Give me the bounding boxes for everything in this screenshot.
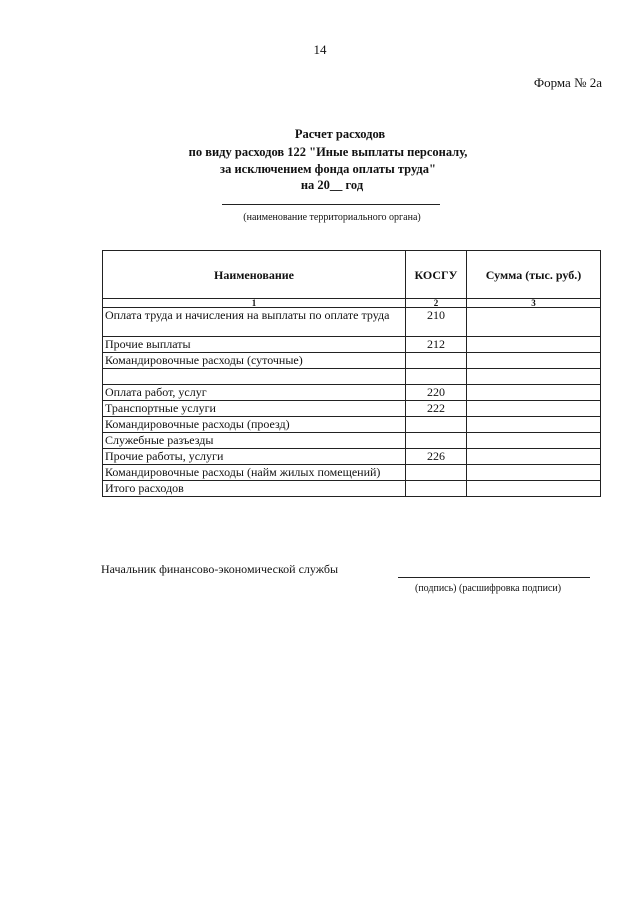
row-name xyxy=(103,369,406,385)
row-name: Командировочные расходы (проезд) xyxy=(103,417,406,433)
row-name: Оплата труда и начисления на выплаты по оплате труда xyxy=(103,308,406,337)
row-kosgu xyxy=(406,465,467,481)
org-name-caption: (наименование территориального органа) xyxy=(243,212,421,223)
table-header-row xyxy=(103,251,601,299)
table-row xyxy=(103,385,601,401)
row-sum[interactable] xyxy=(467,465,601,481)
column-number: 3 xyxy=(467,299,601,308)
document-title-line-2: по виду расходов 122 "Иные выплаты персоналу, xyxy=(188,145,468,159)
page-number: 14 xyxy=(313,42,327,57)
row-kosgu xyxy=(406,481,467,497)
row-kosgu: 212 xyxy=(406,337,467,353)
row-kosgu: 210 xyxy=(406,308,467,337)
table-row xyxy=(103,353,601,369)
row-sum[interactable] xyxy=(467,337,601,353)
table-row xyxy=(103,337,601,353)
table-row xyxy=(103,417,601,433)
row-name: Прочие выплаты xyxy=(103,337,406,353)
org-name-underline xyxy=(222,204,440,205)
row-kosgu xyxy=(406,353,467,369)
row-name: Прочие работы, услуги xyxy=(103,449,406,465)
signature-label: Начальник финансово-экономической службы xyxy=(101,562,339,576)
row-kosgu: 220 xyxy=(406,385,467,401)
row-sum[interactable] xyxy=(467,385,601,401)
row-sum[interactable] xyxy=(467,481,601,497)
table-row xyxy=(103,449,601,465)
document-title-line-3: за исключением фонда оплаты труда" xyxy=(220,162,436,176)
row-name: Итого расходов xyxy=(103,481,406,497)
form-number: Форма № 2а xyxy=(533,75,602,90)
table-row xyxy=(103,401,601,417)
row-sum[interactable] xyxy=(467,433,601,449)
row-name: Служебные разъезды xyxy=(103,433,406,449)
signature-line[interactable] xyxy=(398,577,590,578)
table-row xyxy=(103,369,601,385)
expense-table xyxy=(102,250,601,497)
row-sum[interactable] xyxy=(467,308,601,337)
column-header-name: Наименование xyxy=(103,251,406,299)
row-name: Транспортные услуги xyxy=(103,401,406,417)
row-name: Командировочные расходы (суточные) xyxy=(103,353,406,369)
column-header-sum: Сумма (тыс. руб.) xyxy=(467,251,601,299)
column-number-row xyxy=(103,299,601,308)
row-name: Командировочные расходы (найм жилых помещений) xyxy=(103,465,406,481)
row-sum[interactable] xyxy=(467,417,601,433)
row-sum[interactable] xyxy=(467,449,601,465)
column-header-kosgu: КОСГУ xyxy=(406,251,467,299)
column-number: 2 xyxy=(406,299,467,308)
row-sum[interactable] xyxy=(467,353,601,369)
table-row-total xyxy=(103,481,601,497)
row-kosgu xyxy=(406,417,467,433)
table-body xyxy=(103,308,601,497)
row-name: Оплата работ, услуг xyxy=(103,385,406,401)
table-row xyxy=(103,465,601,481)
row-sum[interactable] xyxy=(467,401,601,417)
document-title-year: на 20__ год xyxy=(300,178,364,192)
signature-caption: (подпись) (расшифровка подписи) xyxy=(415,583,562,594)
table-row xyxy=(103,308,601,337)
row-sum[interactable] xyxy=(467,369,601,385)
row-kosgu: 226 xyxy=(406,449,467,465)
document-title: Расчет расходов xyxy=(294,127,386,141)
table-row xyxy=(103,433,601,449)
row-kosgu xyxy=(406,433,467,449)
row-kosgu xyxy=(406,369,467,385)
column-number: 1 xyxy=(103,299,406,308)
row-kosgu: 222 xyxy=(406,401,467,417)
